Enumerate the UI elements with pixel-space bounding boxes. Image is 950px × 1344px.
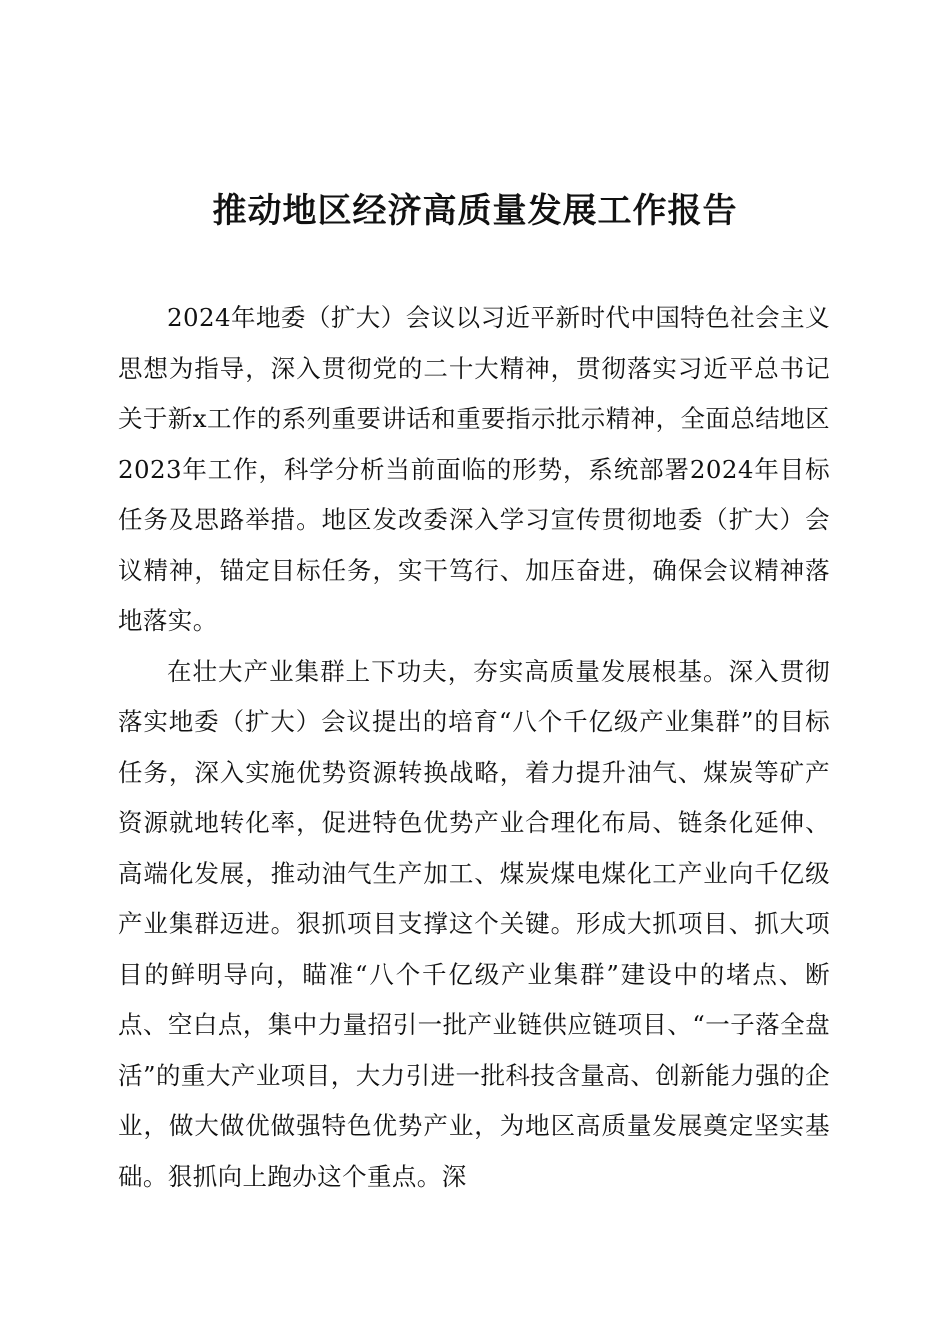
- document-body: [118, 293, 830, 1202]
- paragraph-1: 2024年地委（扩大）会议以习近平新时代中国特色社会主义思想为指导，深入贯彻党的二十大精神，贯彻落实习近平总书记关于新x工作的系列重要讲话和重要指示批示精神，全面总结地区2023年工作，科学分析当前面临的形势，系统部署2024年目标任务及思路举措。地区发改委深入学习宣传贯彻地委（扩大）会议精神，锚定目标任务，实干笃行、加压奋进，确保会议精神落地落实。: [118, 303, 830, 635]
- document-title: 推动地区经济高质量发展工作报告: [212, 191, 738, 231]
- paragraph-2: 在壮大产业集群上下功夫，夯实高质量发展根基。深入贯彻落实地委（扩大）会议提出的培育“八个千亿级产业集群”的目标任务，深入实施优势资源转换战略，着力提升油气、煤炭等矿产资源就地转化率，促进特色优势产业合理化布局、链条化延伸、高端化发展，推动油气生产加工、煤炭煤电煤化工产业向千亿级产业集群迈进。狠抓项目支撑这个关键。形成大抓项目、抓大项目的鲜明导向，瞄准“八个千亿级产业集群”建设中的堵点、断点、空白点，集中力量招引一批产业链供应链项目、“一子落全盘活”的重大产业项目，大力引进一批科技含量高、创新能力强的企业，做大做优做强特色优势产业，为地区高质量发展奠定坚实基础。狠抓向上跑办这个重点。深: [118, 656, 830, 1191]
